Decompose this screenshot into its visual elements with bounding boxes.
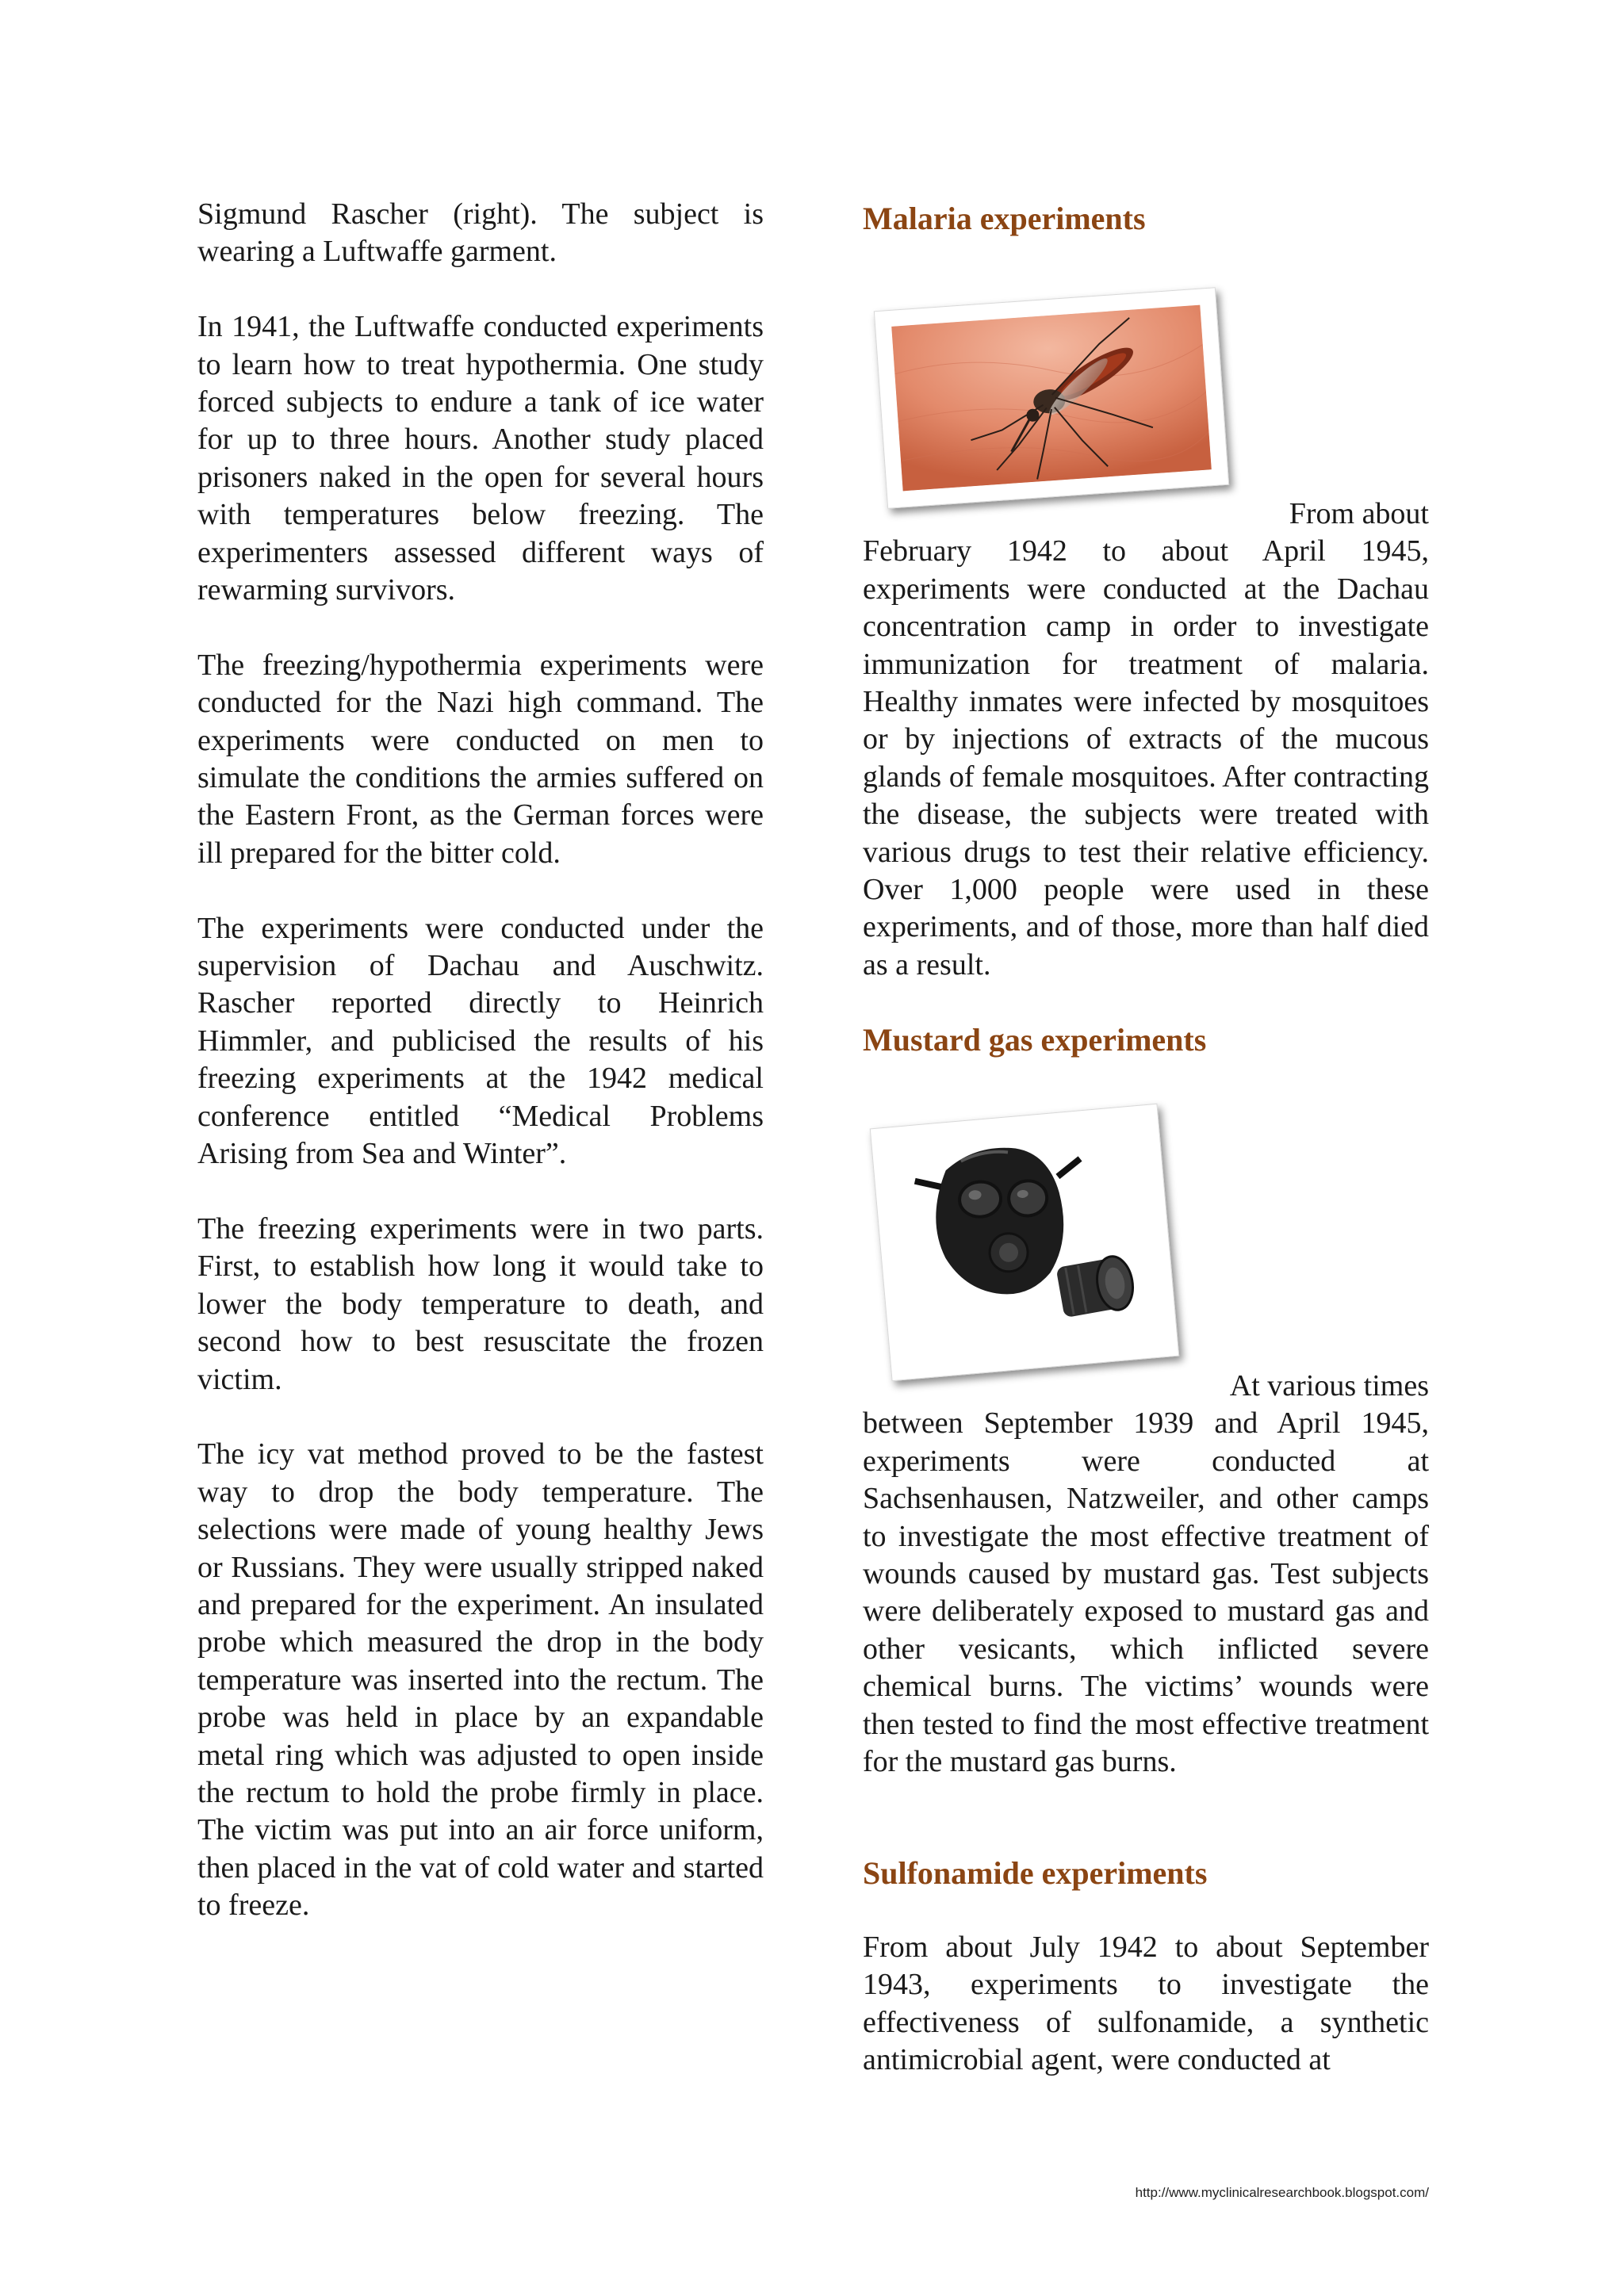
heading-mustard-gas: Mustard gas experiments bbox=[863, 1022, 1207, 1058]
paragraph-icy-vat: The icy vat method proved to be the fastest way to drop the body temperature. The selections were made of young healthy Jews or Russians. They were usually stripped naked and prepared for the experiment. An insulated probe which measured the drop in the body temperature was inserted into the rectum. The probe was held in place by an expandable metal ring which was adjusted to open inside the rectum to hold the probe firmly in place. The victim was put into an air force uniform, then placed in the vat of cold water and started to freeze. bbox=[197, 1437, 764, 1923]
paragraph-high-command: The freezing/hypothermia experiments were conducted for the Nazi high command. The experiments were conducted on men to simulate the conditions the armies suffered on the Eastern Front, as the German forces were ill prepared for the bitter cold. bbox=[197, 648, 764, 870]
mustard-lead: At various times bbox=[1229, 1369, 1429, 1402]
heading-sulfonamide: Sulfonamide experiments bbox=[863, 1855, 1208, 1891]
malaria-text-block bbox=[863, 496, 1429, 984]
mosquito-photo-icon bbox=[874, 287, 1229, 509]
left-column bbox=[197, 196, 764, 1962]
gas-mask-icon bbox=[887, 1121, 1161, 1363]
malaria-lead: From about bbox=[1289, 497, 1429, 530]
footer-url[interactable]: http://www.myclinicalresearchbook.blogspot.com/ bbox=[1135, 2185, 1429, 2200]
sulfonamide-text-block bbox=[863, 1929, 1429, 2080]
gas-mask-photo-icon bbox=[870, 1104, 1180, 1382]
malaria-body: February 1942 to about April 1945, experiments were conducted at the Dachau concentration camp in order to investigate immunization for treatment of malaria. Healthy inmates were infected by mosquitoes or by injections of extracts of the mucous glands of female mosquitoes. After contracting the disease, the subjects were treated with various drugs to test their relative efficiency. Over 1,000 people were used in these experiments, and of those, more than half died as a result. bbox=[863, 534, 1429, 982]
mustard-body: between September 1939 and April 1945, experiments were conducted at Sachsenhausen, Natzweiler, and other camps to investigate the most effective treatment of wounds caused by mustard gas. Test subjects were deliberately exposed to mustard gas and other vesicants, which inflicted severe chemical burns. The victims’ wounds were then tested to find the most effective treatment for the mustard gas burns. bbox=[863, 1406, 1429, 1779]
paragraph-caption: Sigmund Rascher (right). The subject is wearing a Luftwaffe garment. bbox=[197, 197, 764, 269]
sulfonamide-body: From about July 1942 to about September 1943, experiments to investigate the effectiveness of sulfonamide, a synthetic antimicrobial agent, were conducted at bbox=[863, 1931, 1429, 2077]
paragraph-supervision: The experiments were conducted under the supervision of Dachau and Auschwitz. Rascher reported directly to Heinrich Himmler, and publicised the results of his freezing experiments at the 1942 medical conference entitled “Medical Problems Arising from Sea and Winter”. bbox=[197, 911, 764, 1171]
paragraph-two-parts: The freezing experiments were in two parts. First, to establish how long it would take to lower the body temperature to death, and second how to best resuscitate the frozen victim. bbox=[197, 1211, 764, 1396]
mustard-text-block bbox=[863, 1368, 1429, 1781]
paragraph-luftwaffe-1941: In 1941, the Luftwaffe conducted experiments to learn how to treat hypothermia. One study forced subjects to endure a tank of ice water for up to three hours. Another study placed prisoners naked in the open for several hours with temperatures below freezing. The experimenters assessed different ways of rewarming survivors. bbox=[197, 310, 764, 607]
mosquito-icon bbox=[891, 305, 1212, 492]
heading-malaria: Malaria experiments bbox=[863, 201, 1146, 236]
